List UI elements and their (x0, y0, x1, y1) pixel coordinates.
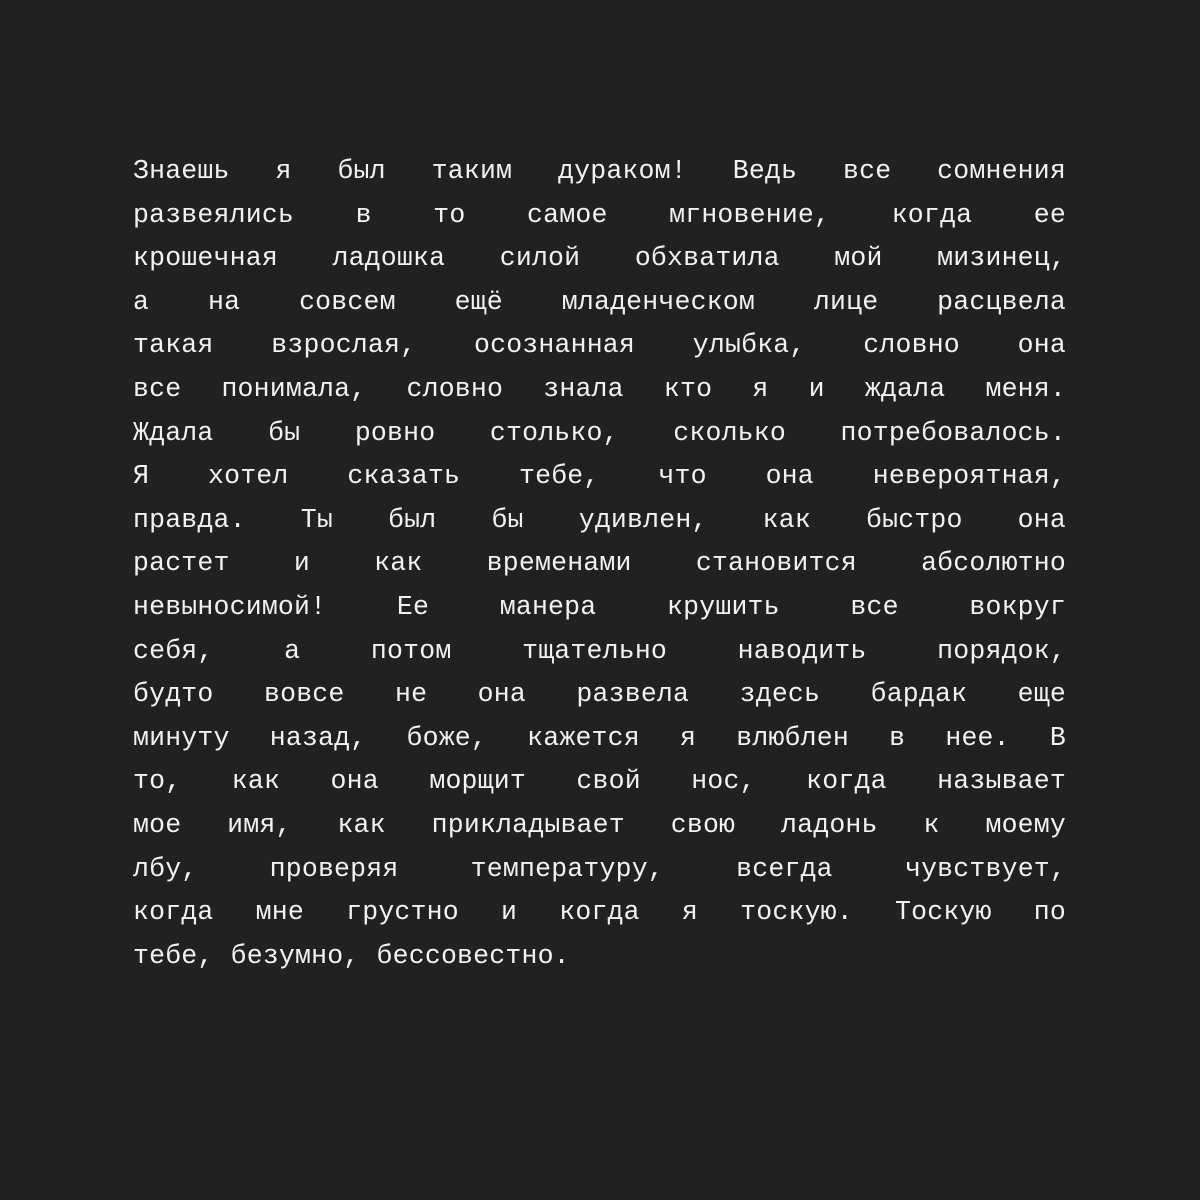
text-line: растет и как временами становится абсолютно (133, 548, 1066, 579)
text-line: то, как она морщит свой нос, когда называет (133, 766, 1066, 797)
text-line: невыносимой! Ее манера крушить все вокруг (133, 591, 1066, 622)
text-line: развеялись в то самое мгновение, когда ее (133, 199, 1066, 230)
text-line: такая взрослая, осознанная улыбка, словно она (133, 330, 1066, 361)
text-line: себя, а потом тщательно наводить порядок, (133, 635, 1066, 666)
text-line: все понимала, словно знала кто я и ждала меня. (133, 373, 1066, 404)
text-line: тебе, безумно, бессовестно. (133, 940, 570, 971)
text-line: Я хотел сказать тебе, что она невероятная, (133, 461, 1066, 492)
text-line: будто вовсе не она развела здесь бардак еще (133, 679, 1066, 710)
text-line: крошечная ладошка силой обхватила мой мизинец, (133, 243, 1066, 274)
text-line: лбу, проверяя температуру, всегда чувствует, (133, 853, 1066, 884)
text-line: правда. Ты был бы удивлен, как быстро она (133, 504, 1066, 535)
text-line: Ждала бы ровно столько, сколько потребовалось. (133, 417, 1066, 448)
text-line: минуту назад, боже, кажется я влюблен в нее. В (133, 722, 1066, 753)
text-line: Знаешь я был таким дураком! Ведь все сомнения (133, 156, 1066, 186)
text-line: когда мне грустно и когда я тоскую. Тоскую по (133, 897, 1066, 928)
text-line: мое имя, как прикладывает свою ладонь к моему (133, 809, 1066, 840)
letter-text (133, 150, 1066, 978)
text-line: а на совсем ещё младенческом лице расцвела (133, 286, 1066, 317)
